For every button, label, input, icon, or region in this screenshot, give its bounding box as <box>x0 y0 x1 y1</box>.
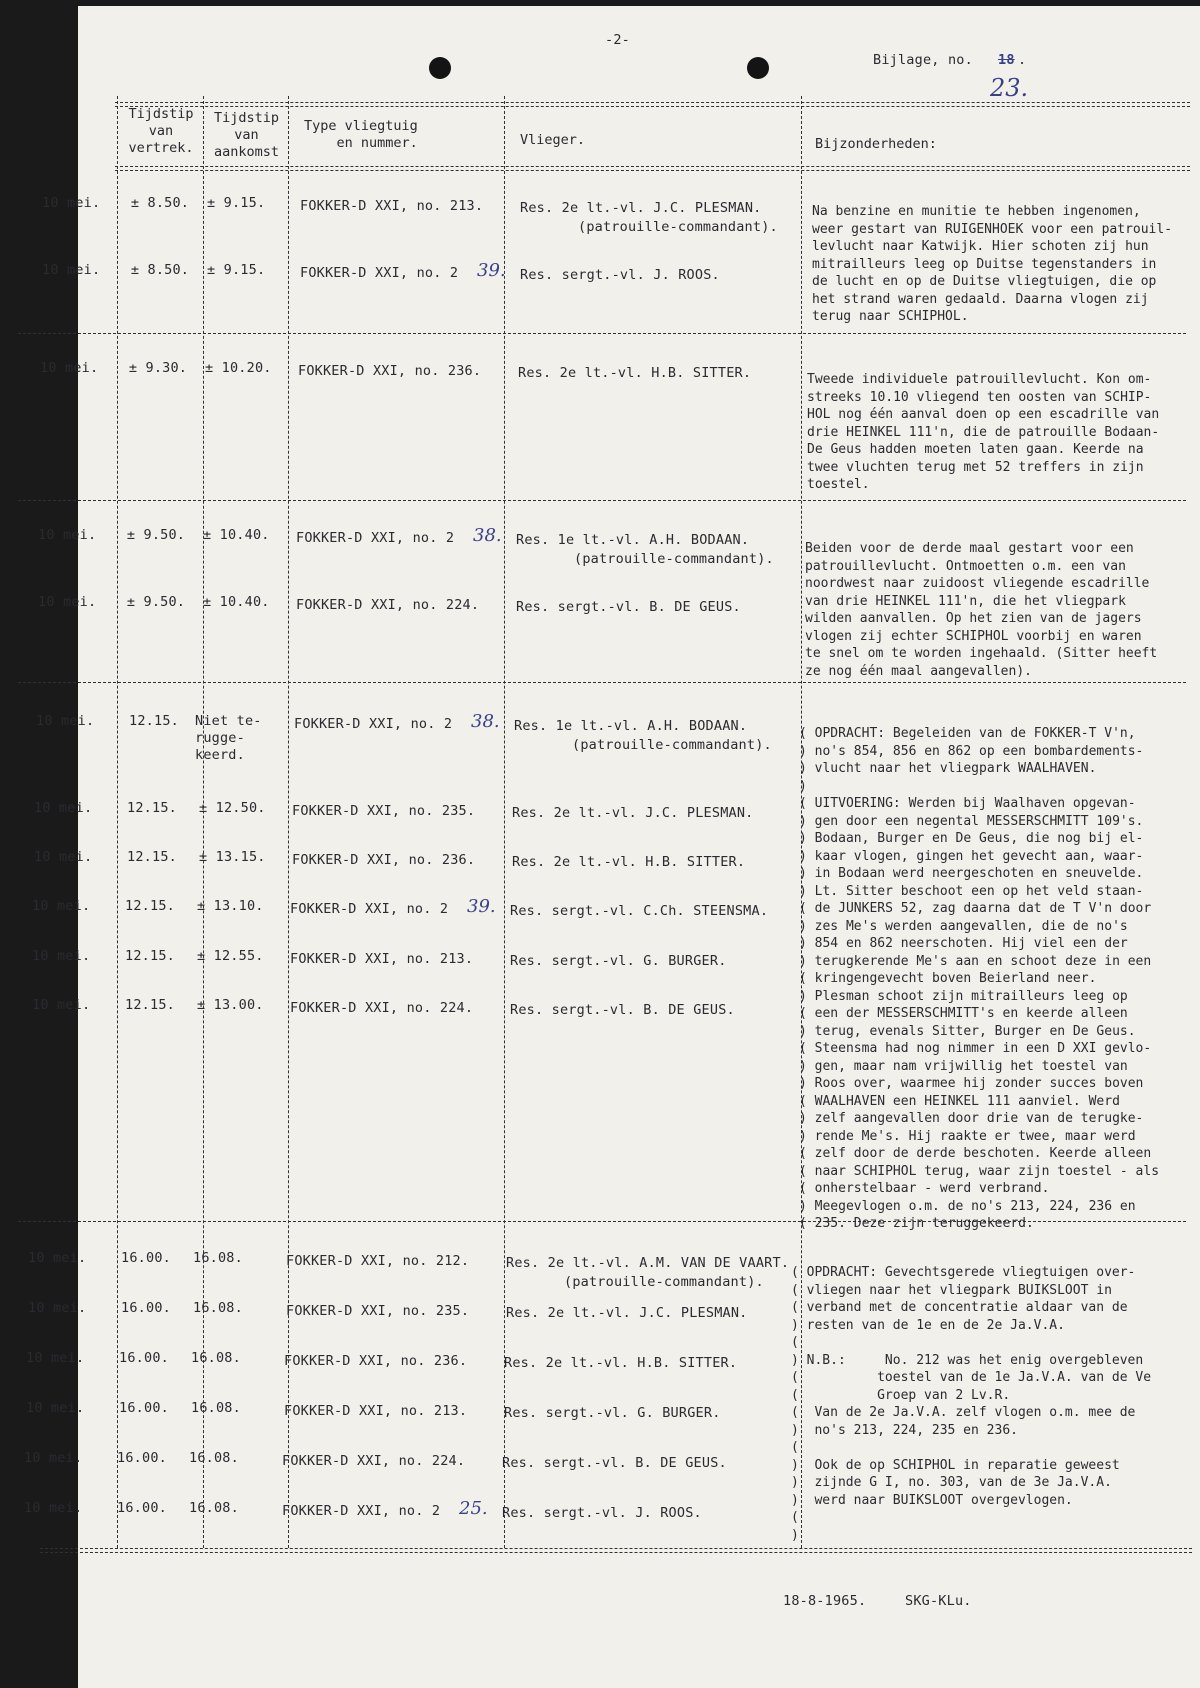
row-pilot-note: (patrouille-commandant). <box>574 551 774 567</box>
row-departure: ± 9.30. <box>128 360 188 376</box>
row-pilot-note: (patrouille-commandant). <box>564 1274 764 1290</box>
row-date: 10 mei. <box>36 713 95 729</box>
row-pilot: Res. sergt.-vl. G. BURGER. <box>504 1405 721 1421</box>
row-aircraft: FOKKER-D XXI, no. 2 <box>300 265 459 281</box>
row-aircraft: FOKKER-D XXI, no. 236. <box>284 1353 468 1369</box>
row-pilot: Res. sergt.-vl. J. ROOS. <box>520 267 720 283</box>
header-arrival: Tijdstip van aankomst <box>213 110 280 160</box>
remark-5: ( OPDRACHT: Gevechtsgerede vliegtuigen over- ( vliegen naar het vliegpark BUIKSLOOT in ( verband met de concentratie aldaar van de ) resten van de 1e en de 2e Ja.V.A. ( ) N.B.: No. 212 was het enig overgebleven ( toestel van de 1e Ja.V.A. van de Ve ( Groep van 2 Lv.R. ( Van de 2e Ja.V.A. zelf vlogen o.m. mee de ) no's 213, 224, 235 en 236. ( ) Ook de op SCHIPHOL in reparatie geweest ) zijnde G I, no. 303, van de 3e Ja.V.A. ) werd naar BUIKSLOOT overgevlogen. ( ) <box>791 1265 1152 1543</box>
row-departure: ± 9.50. <box>126 527 186 543</box>
row-aircraft: FOKKER-D XXI, no. 213. <box>290 951 474 967</box>
row-aircraft-handwritten-number: 25. <box>459 1498 488 1519</box>
row-aircraft: FOKKER-D XXI, no. 2 <box>296 530 455 546</box>
annex-label: Bijlage, no. <box>873 52 973 68</box>
row-departure: 16.00. <box>117 1500 167 1516</box>
row-date: 10 mei. <box>26 1350 85 1366</box>
row-pilot: Res. 2e lt.-vl. A.M. VAN DE VAART. <box>506 1255 790 1271</box>
row-pilot: Res. sergt.-vl. B. DE GEUS. <box>502 1455 727 1471</box>
row-date: 10 mei. <box>32 898 91 914</box>
column-rule-4 <box>504 96 505 1548</box>
rule-group-2 <box>18 500 1186 501</box>
punch-hole-left <box>429 57 451 79</box>
header-details: Bijzonderheden: <box>815 136 937 152</box>
row-arrival: 16.08. <box>191 1350 241 1366</box>
footer-date: 18-8-1965. <box>783 1593 867 1609</box>
row-date: 10 mei. <box>34 800 93 816</box>
row-arrival: ± 10.20. <box>205 360 272 376</box>
row-aircraft-handwritten-number: 38. <box>473 525 502 546</box>
row-aircraft: FOKKER-D XXI, no. 212. <box>286 1253 470 1269</box>
page-number: -2- <box>605 32 630 48</box>
column-rule-1 <box>117 96 118 1548</box>
row-date: 10 mei. <box>28 1250 87 1266</box>
row-departure: ± 9.50. <box>126 594 186 610</box>
row-arrival: ± 13.00. <box>197 997 264 1013</box>
row-date: 10 mei. <box>42 195 101 211</box>
row-departure: 16.00. <box>121 1300 171 1316</box>
row-aircraft: FOKKER-D XXI, no. 2 <box>282 1503 441 1519</box>
column-rule-2 <box>203 96 204 1548</box>
row-date: 10 mei. <box>32 997 91 1013</box>
remark-4: ( OPDRACHT: Begeleiden van de FOKKER-T V'n, ) no's 854, 856 en 862 op een bombardements- ) vlucht naar het vliegpark WAALHAVEN. ) ( UITVOERING: Werden bij Waalhaven opgevan- ) gen door een negental MESSERSCHMITT 109's. ) Bodaan, Burger en De Geus, die nog bij el- ) kaar vlogen, gingen het gevecht aan, waar- ) in Bodaan werd neergeschoten en sneuvelde. ) Lt. Sitter beschoot een op het veld staan- ( de JUNKERS 52, zag daarna dat de T V'n door ) zes Me's werden aangevallen, die de no's ) 854 en 862 neerschoten. Hij viel een der ) terugkerende Me's aan en schoot deze in een ( kringengevecht boven Beierland neer. ) Plesman schoot zijn mitrailleurs leeg op ( een der MESSERSCHMITT's en keerde alleen ) terug, evenals Sitter, Burger en De Geus. ( Steensma had nog nimmer in een D XXI gevlo- ) gen, maar nam vrijwillig het toestel van ) Roos over, waarmee hij zonder succes boven ( WAALHAVEN een HEINKEL 111 aanviel. Werd ) zelf aangevallen door drie van de terugke- ) rende Me's. Hij raakte er twee, maar werd ( zelf door de derde beschoten. Keerde alleen ( naar SCHIPHOL terug, waar zijn toestel - als ( onherstelbaar - werd verbrand. ) Meegevlogen o.m. de no's 213, 224, 236 en ( 235. Deze zijn teruggekeerd. <box>799 726 1160 1231</box>
remark-3: Beiden voor de derde maal gestart voor een patrouillevlucht. Ontmoetten o.m. een van noordwest naar zuidoost vliegende escadrille van drie HEINKEL 111'n, die het vliegpark wilden aanvallen. Op het zien van de jagers vlogen zij echter SCHIPHOL voorbij en waren te snel om te worden ingehaald. (Sitter heeft ze nog één maal aangevallen). <box>805 541 1158 679</box>
row-arrival: ± 13.10. <box>197 898 264 914</box>
row-arrival: ± 12.55. <box>197 948 264 964</box>
row-pilot: Res. 2e lt.-vl. J.C. PLESMAN. <box>512 805 754 821</box>
row-aircraft: FOKKER-D XXI, no. 235. <box>292 803 476 819</box>
row-aircraft: FOKKER-D XXI, no. 2 <box>294 716 453 732</box>
row-date: 10 mei. <box>38 594 97 610</box>
row-date: 10 mei. <box>24 1450 83 1466</box>
row-pilot: Res. 2e lt.-vl. H.B. SITTER. <box>512 854 746 870</box>
row-pilot: Res. sergt.-vl. C.Ch. STEENSMA. <box>510 903 769 919</box>
row-arrival: ± 12.50. <box>199 800 266 816</box>
row-pilot: Res. sergt.-vl. B. DE GEUS. <box>516 599 741 615</box>
row-aircraft-handwritten-number: 38. <box>471 711 500 732</box>
header-aircraft: Type vliegtuig en nummer. <box>304 118 418 151</box>
remark-1: Na benzine en munitie te hebben ingenomen, weer gestart van RUIGENHOEK voor een patrouil- levlucht naar Katwijk. Hier schoten zij hun mitrailleurs leeg op Duitse tegenstanders in de lucht en op de Duitse vliegtuigen, die op het strand waren gedaald. Daarna vlogen zij terug naar SCHIPHOL. <box>812 204 1173 324</box>
row-date: 10 mei. <box>32 948 91 964</box>
row-aircraft: FOKKER-D XXI, no. 236. <box>292 852 476 868</box>
row-date: 10 mei. <box>26 1400 85 1416</box>
row-pilot: Res. 2e lt.-vl. J.C. PLESMAN. <box>520 200 762 216</box>
row-pilot: Res. sergt.-vl. G. BURGER. <box>510 953 727 969</box>
row-arrival: 16.08. <box>193 1250 243 1266</box>
row-departure: ± 8.50. <box>130 195 190 211</box>
row-date: 10 mei. <box>42 262 101 278</box>
row-pilot-note: (patrouille-commandant). <box>578 219 778 235</box>
row-arrival: ± 9.15. <box>207 262 266 278</box>
row-departure: 16.00. <box>119 1400 169 1416</box>
row-aircraft-handwritten-number: 39. <box>467 896 496 917</box>
row-arrival: 16.08. <box>193 1300 243 1316</box>
row-aircraft: FOKKER-D XXI, no. 224. <box>282 1453 466 1469</box>
row-departure: ± 8.50. <box>130 262 190 278</box>
row-departure: 12.15. <box>125 997 175 1013</box>
row-departure: 12.15. <box>125 898 175 914</box>
header-pilot: Vlieger. <box>520 132 586 148</box>
row-departure: 16.00. <box>121 1250 171 1266</box>
annex-dot: . <box>1018 52 1027 68</box>
row-aircraft: FOKKER-D XXI, no. 2 <box>290 901 449 917</box>
header-departure: Tijdstip van vertrek. <box>128 106 194 156</box>
row-aircraft-handwritten-number: 39. <box>477 260 506 281</box>
row-pilot: Res. 2e lt.-vl. H.B. SITTER. <box>518 365 752 381</box>
row-date: 10 mei. <box>24 1500 83 1516</box>
row-aircraft: FOKKER-D XXI, no. 224. <box>296 597 480 613</box>
row-arrival: 16.08. <box>189 1450 239 1466</box>
row-arrival: ± 10.40. <box>203 594 270 610</box>
row-aircraft: FOKKER-D XXI, no. 235. <box>286 1303 470 1319</box>
rule-group-3 <box>18 682 1186 683</box>
remark-2: Tweede individuele patrouillevlucht. Kon om- streeks 10.10 vliegend ten oosten van SCHIP- HOL nog één aanval doen op een escadrille van drie HEINKEL 111'n, die de patrouille Bodaan- De Geus hadden moeten laten gaan. Keerde na twee vluchten terug met 52 treffers in zijn toestel. <box>807 372 1160 492</box>
row-pilot-note: (patrouille-commandant). <box>572 737 772 753</box>
row-departure: 12.15. <box>127 800 177 816</box>
row-date: 10 mei. <box>38 527 97 543</box>
row-aircraft: FOKKER-D XXI, no. 213. <box>300 198 484 214</box>
row-date: 10 mei. <box>28 1300 87 1316</box>
row-aircraft: FOKKER-D XXI, no. 236. <box>298 363 482 379</box>
row-pilot: Res. sergt.-vl. B. DE GEUS. <box>510 1002 735 1018</box>
row-date: 10 mei. <box>34 849 93 865</box>
row-arrival: ± 13.15. <box>199 849 266 865</box>
row-date: 10 mei. <box>40 360 99 376</box>
row-arrival: Niet te- rugge- keerd. <box>195 713 262 763</box>
row-departure: 12.15. <box>127 849 177 865</box>
punch-hole-right <box>747 57 769 79</box>
row-pilot: Res. 1e lt.-vl. A.H. BODAAN. <box>514 718 748 734</box>
row-pilot: Res. 2e lt.-vl. J.C. PLESMAN. <box>506 1305 748 1321</box>
rule-header <box>115 166 1190 171</box>
annex-handwritten-number: 23. <box>990 74 1029 102</box>
row-arrival: ± 9.15. <box>207 195 266 211</box>
row-pilot: Res. 1e lt.-vl. A.H. BODAAN. <box>516 532 750 548</box>
row-arrival: ± 10.40. <box>203 527 270 543</box>
row-departure: 16.00. <box>117 1450 167 1466</box>
footer-code: SKG-KLu. <box>905 1593 972 1609</box>
annex-struck-number: 18 <box>998 52 1015 68</box>
row-departure: 12.15. <box>125 948 175 964</box>
row-arrival: 16.08. <box>189 1500 239 1516</box>
rule-top <box>115 102 1190 107</box>
row-departure: 16.00. <box>119 1350 169 1366</box>
row-pilot: Res. 2e lt.-vl. H.B. SITTER. <box>504 1355 738 1371</box>
column-rule-3 <box>288 96 289 1548</box>
row-departure: 12.15. <box>129 713 179 729</box>
row-arrival: 16.08. <box>191 1400 241 1416</box>
rule-bottom <box>40 1548 1192 1553</box>
row-aircraft: FOKKER-D XXI, no. 213. <box>284 1403 468 1419</box>
row-aircraft: FOKKER-D XXI, no. 224. <box>290 1000 474 1016</box>
row-pilot: Res. sergt.-vl. J. ROOS. <box>502 1505 702 1521</box>
rule-group-1 <box>18 333 1186 334</box>
